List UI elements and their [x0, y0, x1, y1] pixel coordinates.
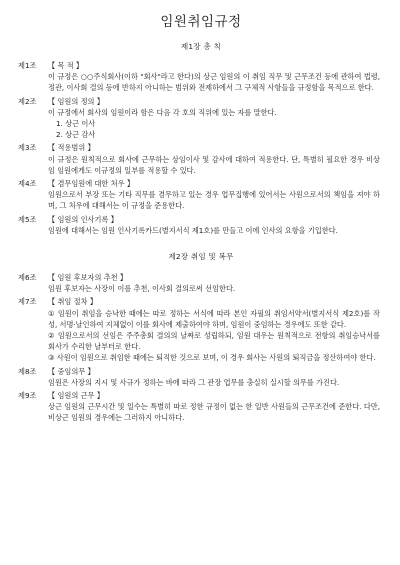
article-paragraph: 임원은 사장의 지시 및 사규가 정하는 바에 따라 그 관장 업무를 충실히 실시할 의무를 가진다. — [48, 377, 340, 387]
article-heading — [18, 96, 384, 107]
article-number: 제4조 — [18, 179, 37, 189]
article-title: 【 적용범위 】 — [48, 143, 95, 153]
article-heading — [18, 214, 384, 225]
article-title: 【 임원의 인사기록 】 — [48, 214, 118, 224]
article-title: 【 임원의 근무 】 — [48, 391, 104, 401]
article-body — [18, 225, 384, 236]
chapter-heading: 제2장 취임 및 복무 — [168, 252, 234, 262]
article-paragraph: ③ 사원이 임원으로 취임한 때에는 퇴직한 것으로 보며, 이 경우 회사는 사원의 퇴직금을 정산하여야 한다. — [48, 353, 376, 363]
article-title: 【 중임의무 】 — [48, 366, 95, 376]
article-heading — [18, 366, 384, 377]
article-heading — [18, 60, 384, 71]
article-heading — [18, 178, 384, 189]
document-title: 임원취임규정 — [160, 14, 242, 30]
article — [18, 178, 384, 212]
list-item: 1. 상근 이사 — [56, 119, 96, 129]
article-heading — [18, 296, 384, 307]
article-number: 제7조 — [18, 297, 37, 307]
article-body — [18, 401, 384, 423]
article-body — [18, 283, 384, 294]
article-number: 제6조 — [18, 273, 37, 283]
article-heading — [18, 272, 384, 283]
chapter-1-articles — [18, 60, 384, 236]
article-title: 【 임원 후보자의 추천 】 — [48, 273, 128, 283]
article-paragraph: 임원으로서 부장 또는 기타 직무를 겸무하고 있는 경우 업무집행에 있어서는 사원으로서의 책임을 져야 하며, 그 처우에 대해서는 이 규정을 준용한다. — [48, 190, 380, 211]
article-paragraph: 이 규정은 원칙적으로 회사에 근무하는 상임이사 및 감사에 대하여 적용한다. 단, 특별히 필요한 경우 비상임 임원에게도 이규정의 일부를 적용할 수 있다. — [48, 154, 380, 175]
article-body — [18, 189, 384, 211]
article — [18, 296, 384, 363]
article — [18, 142, 384, 176]
article — [18, 390, 384, 424]
article-body — [18, 154, 384, 176]
article-number: 제2조 — [18, 96, 37, 106]
chapter-heading: 제1장 총 칙 — [180, 42, 222, 51]
article-body — [18, 377, 384, 388]
article-heading — [18, 142, 384, 153]
article-number: 제8조 — [18, 366, 37, 376]
article-paragraph: 상근 임원의 근무시간 및 일수는 특별히 따로 정한 규정이 없는 한 일반 사원들의 근무조건에 준한다. 다만, 비상근 임원의 경우에는 그러하지 아니하다. — [48, 402, 380, 423]
article-title: 【 겸무임원에 대한 처우 】 — [48, 179, 135, 189]
article-paragraph: ② 임원으로서의 선임은 주주총회 결의의 날짜로 성립하되, 임원 대우는 원칙적으로 전항의 취임승낙서를 회사가 수리한 날부터로 한다. — [48, 331, 380, 352]
article-body — [18, 71, 384, 93]
article-title: 【 목 적 】 — [48, 61, 84, 70]
article-heading — [18, 390, 384, 401]
article — [18, 366, 384, 388]
article-number: 제3조 — [18, 143, 37, 153]
article-paragraph: 이 규정에서 회사의 임원이라 함은 다음 각 호의 직위에 있는 자를 말한다. — [48, 107, 277, 117]
article-paragraph: 임원 후보자는 사장이 이를 추천, 이사회 결의로써 선임한다. — [48, 284, 236, 294]
chapter-2-articles — [18, 272, 384, 424]
article-body — [18, 107, 384, 141]
list-item: 2. 상근 감사 — [56, 130, 96, 140]
article-title: 【 취임 절차 】 — [48, 297, 98, 307]
article-title: 【 임원의 정의 】 — [48, 96, 104, 106]
article — [18, 60, 384, 94]
article-number: 제5조 — [18, 214, 37, 224]
article-paragraph: ① 임원이 취임을 승낙한 때에는 따로 정하는 서식에 따라 본인 자필의 취임서약서(별지서식 제2호)를 작성, 서명·날인하여 지체없이 이를 회사에 제출하여야 하며, 임원이 중임하는 경우에도 또한 같다. — [48, 308, 380, 329]
article-body — [18, 308, 384, 364]
article-paragraph: 이 규정은 ○○주식회사(이하 "회사"라고 한다)의 상근 임원의 이 취임 직무 및 근무조건 등에 관하여 법령, 정관, 이사회 결의 등에 반하지 아니하는 범위와 전제하에서 그 구체적 사항들을 규정함을 목적으로 한다. — [48, 72, 380, 93]
article-paragraph: 임원에 대해서는 임원 인사기록카드(별지서식 제1호)를 만들고 이에 인사의 요항을 기입한다. — [48, 225, 338, 235]
article — [18, 96, 384, 141]
article — [18, 214, 384, 236]
article-number: 제1조 — [18, 61, 37, 70]
article-number: 제9조 — [18, 391, 37, 401]
article — [18, 272, 384, 294]
